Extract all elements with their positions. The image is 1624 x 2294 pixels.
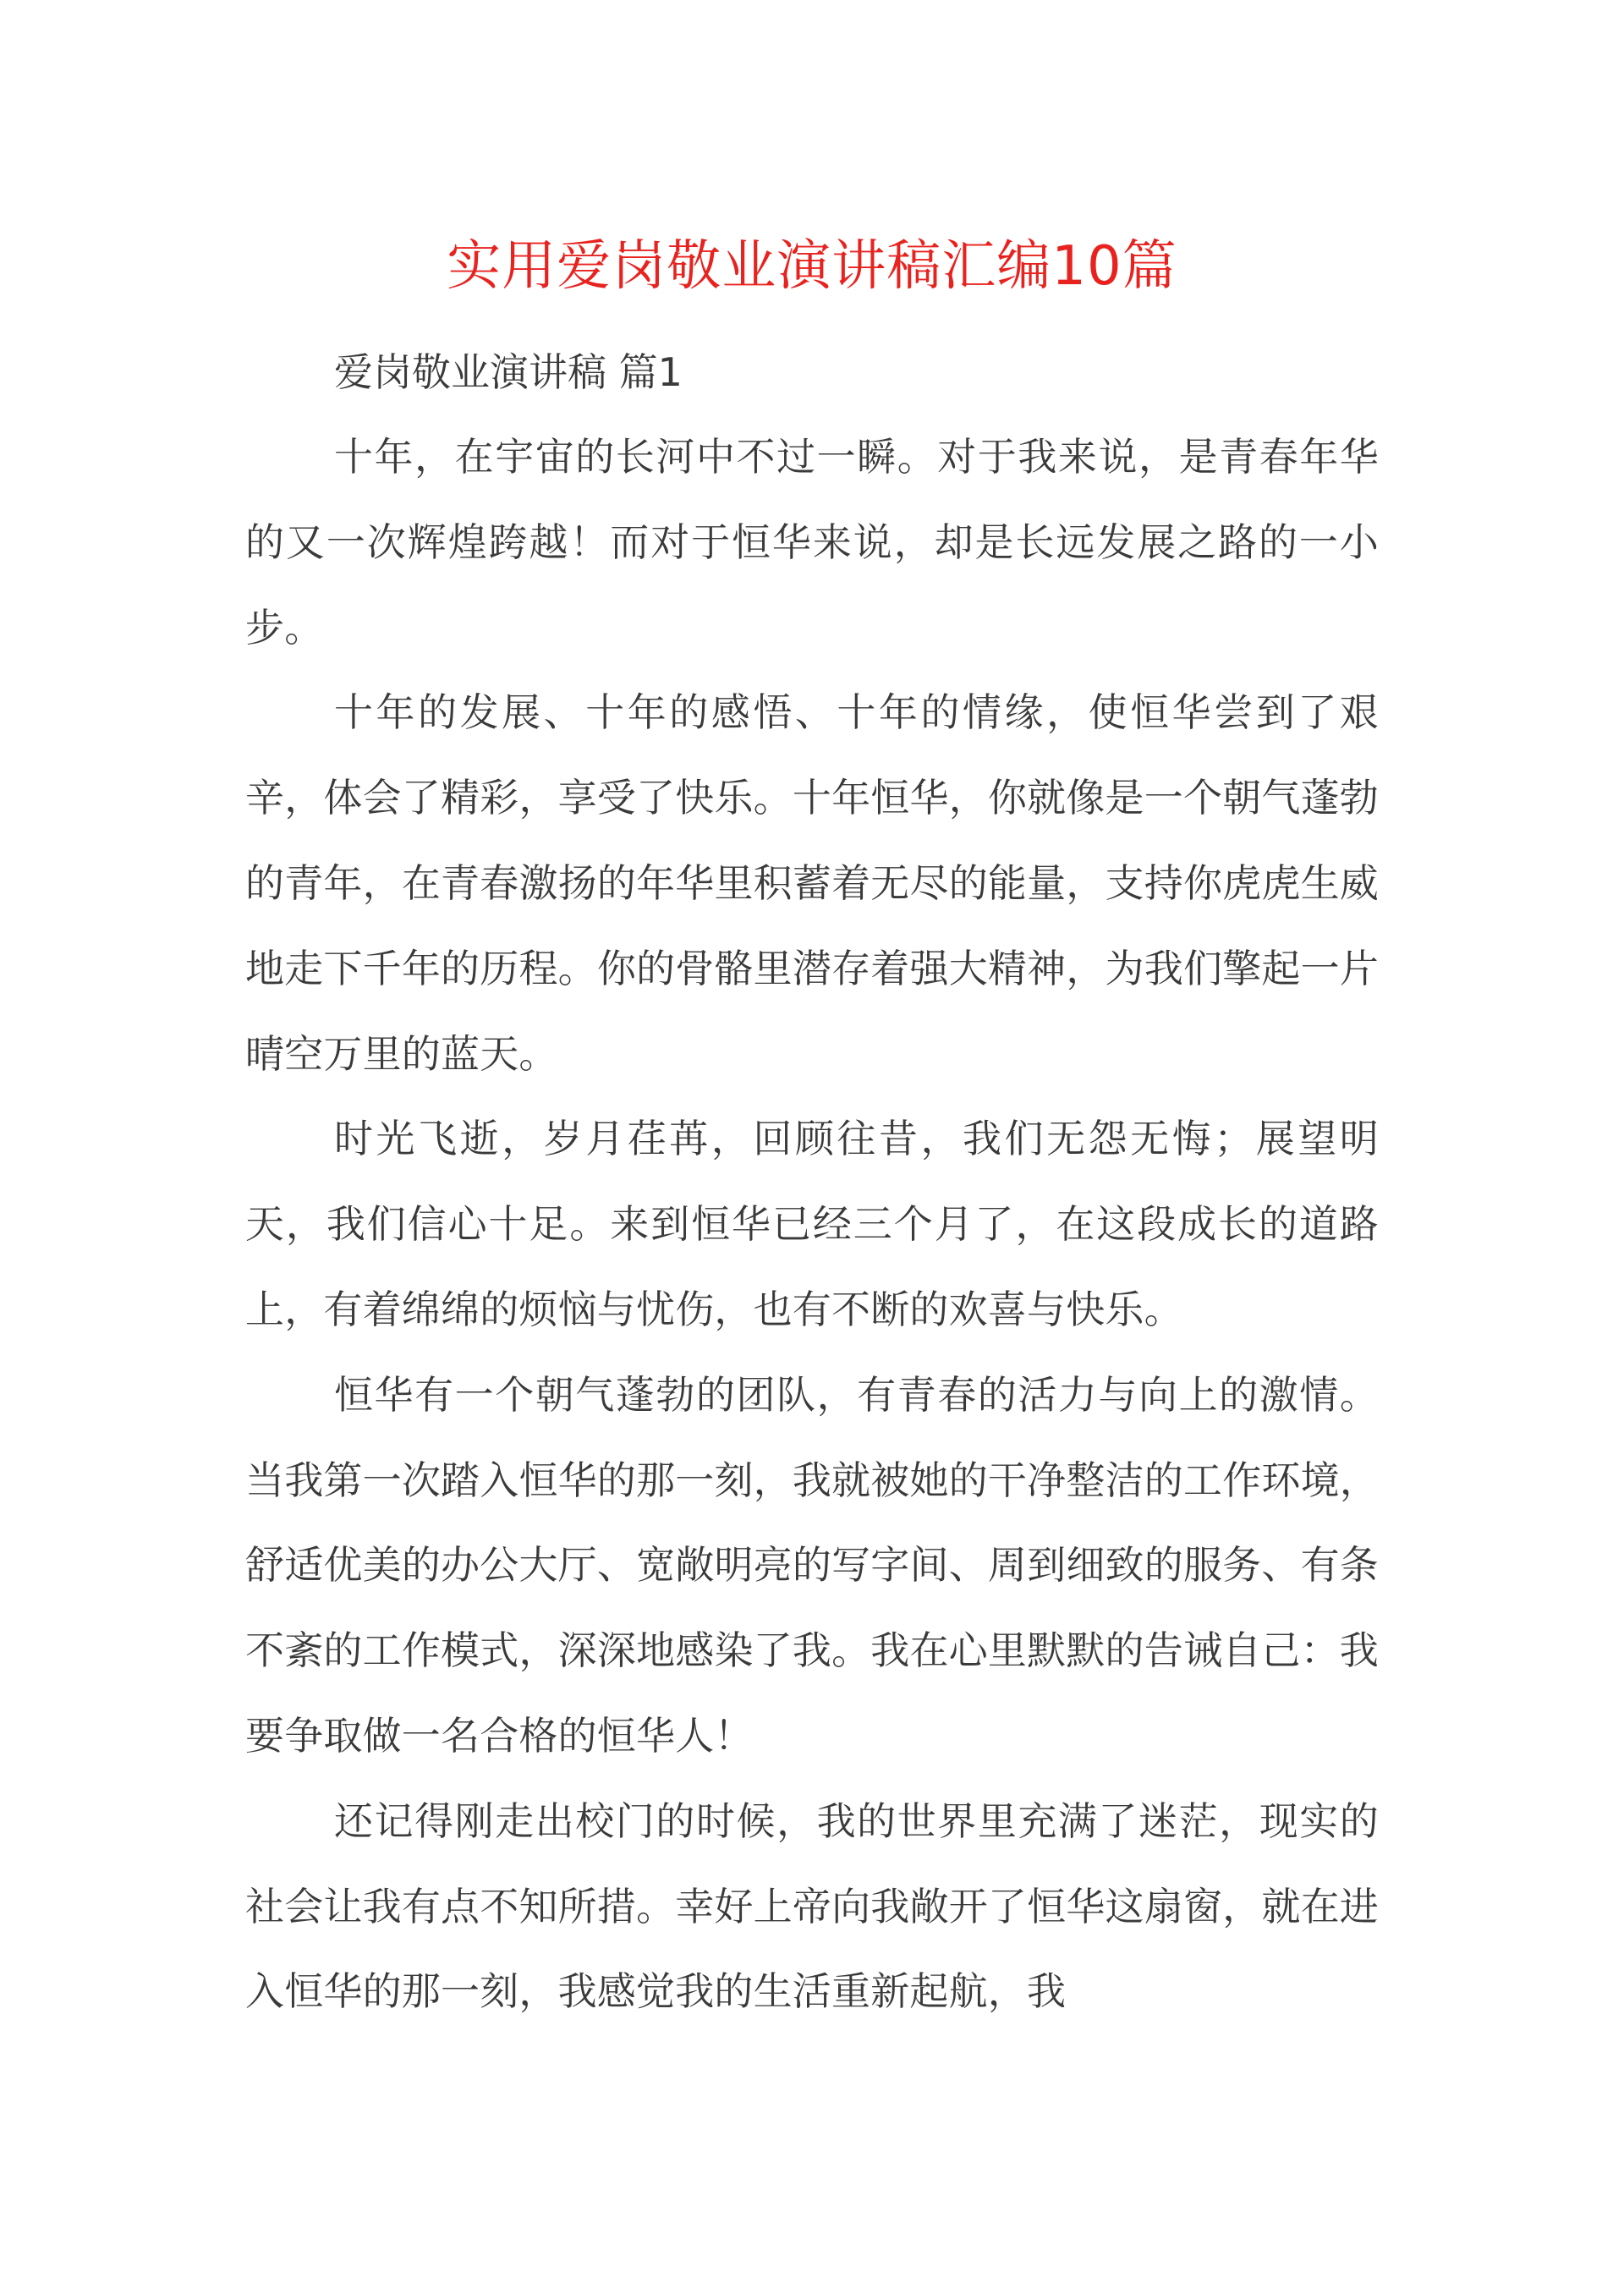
document-body bbox=[245, 330, 1379, 2034]
paragraph-2: 十年的发展、十年的感悟、十年的情缘，使恒华尝到了艰辛，体会了精彩，享受了快乐。十年恒华，你就像是一个朝气蓬勃的青年，在青春激扬的年华里积蓄着无尽的能量，支持你虎虎生威地走下千年的历程。你的骨骼里潜存着强大精神，为我们擎起一片晴空万里的蓝天。 bbox=[245, 689, 1379, 1077]
paragraph-5: 还记得刚走出校门的时候，我的世界里充满了迷茫，现实的社会让我有点不知所措。幸好上帝向我敞开了恒华这扇窗，就在进入恒华的那一刻，我感觉我的生活重新起航，我 bbox=[245, 1797, 1379, 2015]
paragraph-3: 时光飞逝，岁月荏苒，回顾往昔，我们无怨无悔；展望明天，我们信心十足。来到恒华已经三个月了，在这段成长的道路上，有着绵绵的烦恼与忧伤，也有不断的欢喜与快乐。 bbox=[245, 1116, 1379, 1332]
paragraph-1: 十年，在宇宙的长河中不过一瞬。对于我来说，是青春年华的又一次辉煌跨越！而对于恒华来说，却是长远发展之路的一小步。 bbox=[245, 434, 1379, 650]
section-heading: 爱岗敬业演讲稿 篇1 bbox=[334, 349, 683, 395]
document-title: 实用爱岗敬业演讲稿汇编10篇 bbox=[447, 235, 1177, 298]
paragraph-4: 恒华有一个朝气蓬勃的团队，有青春的活力与向上的激情。当我第一次踏入恒华的那一刻，我就被她的干净整洁的工作环境，舒适优美的办公大厅、宽敞明亮的写字间、周到细致的服务、有条不紊的工作模式，深深地感染了我。我在心里默默的告诫自己：我要争取做一名合格的恒华人！ bbox=[245, 1371, 1379, 1759]
